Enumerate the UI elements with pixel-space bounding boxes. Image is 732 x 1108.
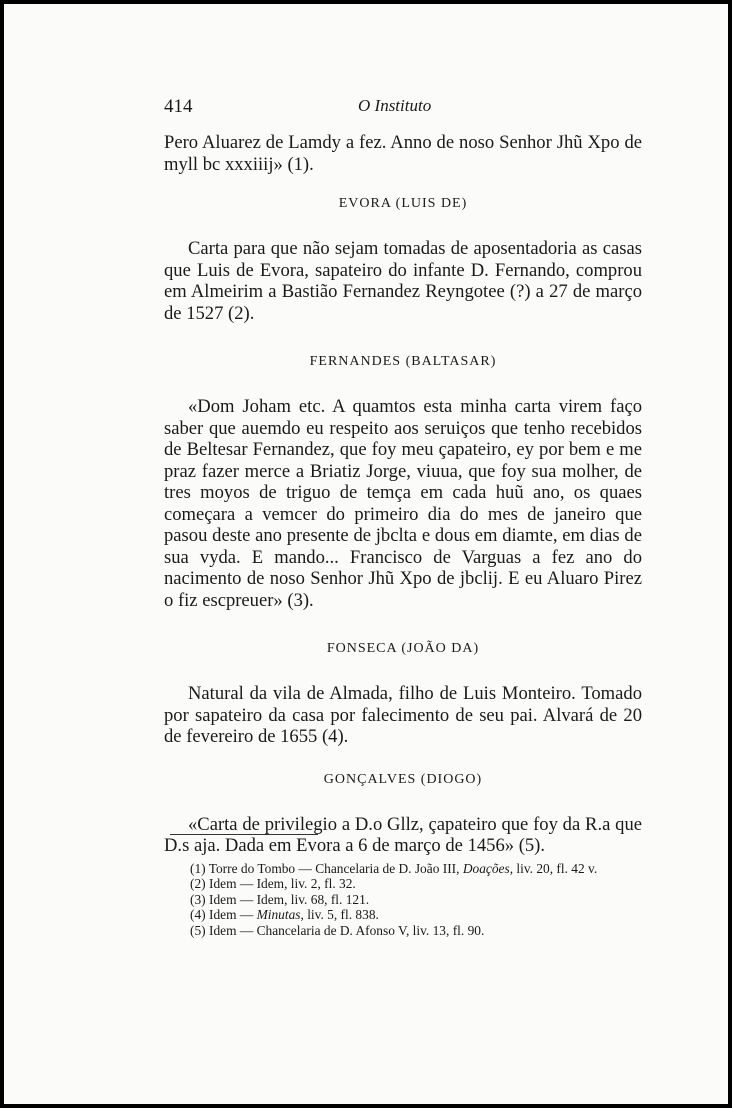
footnote xyxy=(170,892,640,907)
footnote-italic: Doações xyxy=(462,861,510,876)
footnote-text: Idem — xyxy=(208,907,257,923)
footnote xyxy=(170,861,640,876)
entry-heading: GONÇALVES (DIOGO) xyxy=(323,771,483,787)
footnote-label: (3) xyxy=(190,891,206,907)
running-title: O Instituto xyxy=(358,96,432,115)
entry-text: «Carta de privilegio a D.o Gllz, çapateiro que foy da R.a que D.s aja. Dada em Evora a 6 de março de 1456» (5). xyxy=(164,813,642,856)
entry-text: Pero Aluarez de Lamdy a fez. Anno de noso Senhor Jhũ Xpo de myll bc xxxiiij» (1). xyxy=(164,132,642,175)
footnote-label: (1) xyxy=(190,861,206,876)
footnote-rule xyxy=(170,834,318,835)
footnote-label: (5) xyxy=(190,922,206,938)
entry-text: Natural da vila de Almada, filho de Luis Monteiro. Tomado por sapateiro da casa por falecimento de seu pai. Alvará de 20 de fevereiro de 1655 (4). xyxy=(164,683,642,747)
footnote-text: , liv. 20, fl. 42 v. xyxy=(509,861,598,876)
footnote-text: Idem — Idem, liv. 68, fl. 121. xyxy=(208,891,370,907)
footnote-label: (4) xyxy=(190,907,206,923)
footnote xyxy=(170,923,640,938)
footnote-text: Torre do Tombo — Chancelaria de D. João III, xyxy=(208,861,463,876)
entry-heading: FERNANDES (BALTASAR) xyxy=(309,354,497,369)
footnote-text: Idem — Chancelaria de D. Afonso V, liv. 13, fl. 90. xyxy=(208,922,485,938)
entry-text: Carta para que não sejam tomadas de aposentadoria as casas que Luis de Evora, sapateiro do infante D. Fernando, comprou em Almeirim a Bastião Fernandez Reyngotee (?) a 27 de março de 1527 (2). xyxy=(164,238,642,324)
entry-text: «Dom Joham etc. A quamtos esta minha carta virem faço saber que auemdo eu respeito aos seruiços que tenho recebidos de Beltesar Fernandez, que foy meu çapateiro, ey por bem e me praz fazer merce a Briatiz Jorge, viuua, que foy sua molher, de tres moyos de triguo de temça em cada huũ ano, os quaes começara a vemcer do primeiro dia do mes de janeiro que pasou deste ano presente de jbclta e dous em diamte, em dias de sua vyda. E mando... Francisco de Varguas a fez ano do nacimento de noso Senhor Jhũ Xpo de jbclij. E eu Aluaro Pirez o fiz escpreuer» (3). xyxy=(164,396,642,611)
footnote-text: Idem — Idem, liv. 2, fl. 32. xyxy=(208,876,356,892)
book-page xyxy=(4,4,728,1104)
footnote xyxy=(170,876,640,891)
entry-heading: FONSECA (JOÃO DA) xyxy=(326,641,480,656)
footnote xyxy=(170,907,640,922)
footnote-text: , liv. 5, fl. 838. xyxy=(300,907,379,923)
running-head xyxy=(4,96,728,120)
footnotes xyxy=(170,861,640,938)
footnote-italic: Minutas xyxy=(256,907,301,923)
main-text xyxy=(164,132,642,857)
entry-heading: EVORA (LUIS DE) xyxy=(338,196,468,211)
footnote-label: (2) xyxy=(190,876,206,892)
page-number: 414 xyxy=(164,96,193,117)
